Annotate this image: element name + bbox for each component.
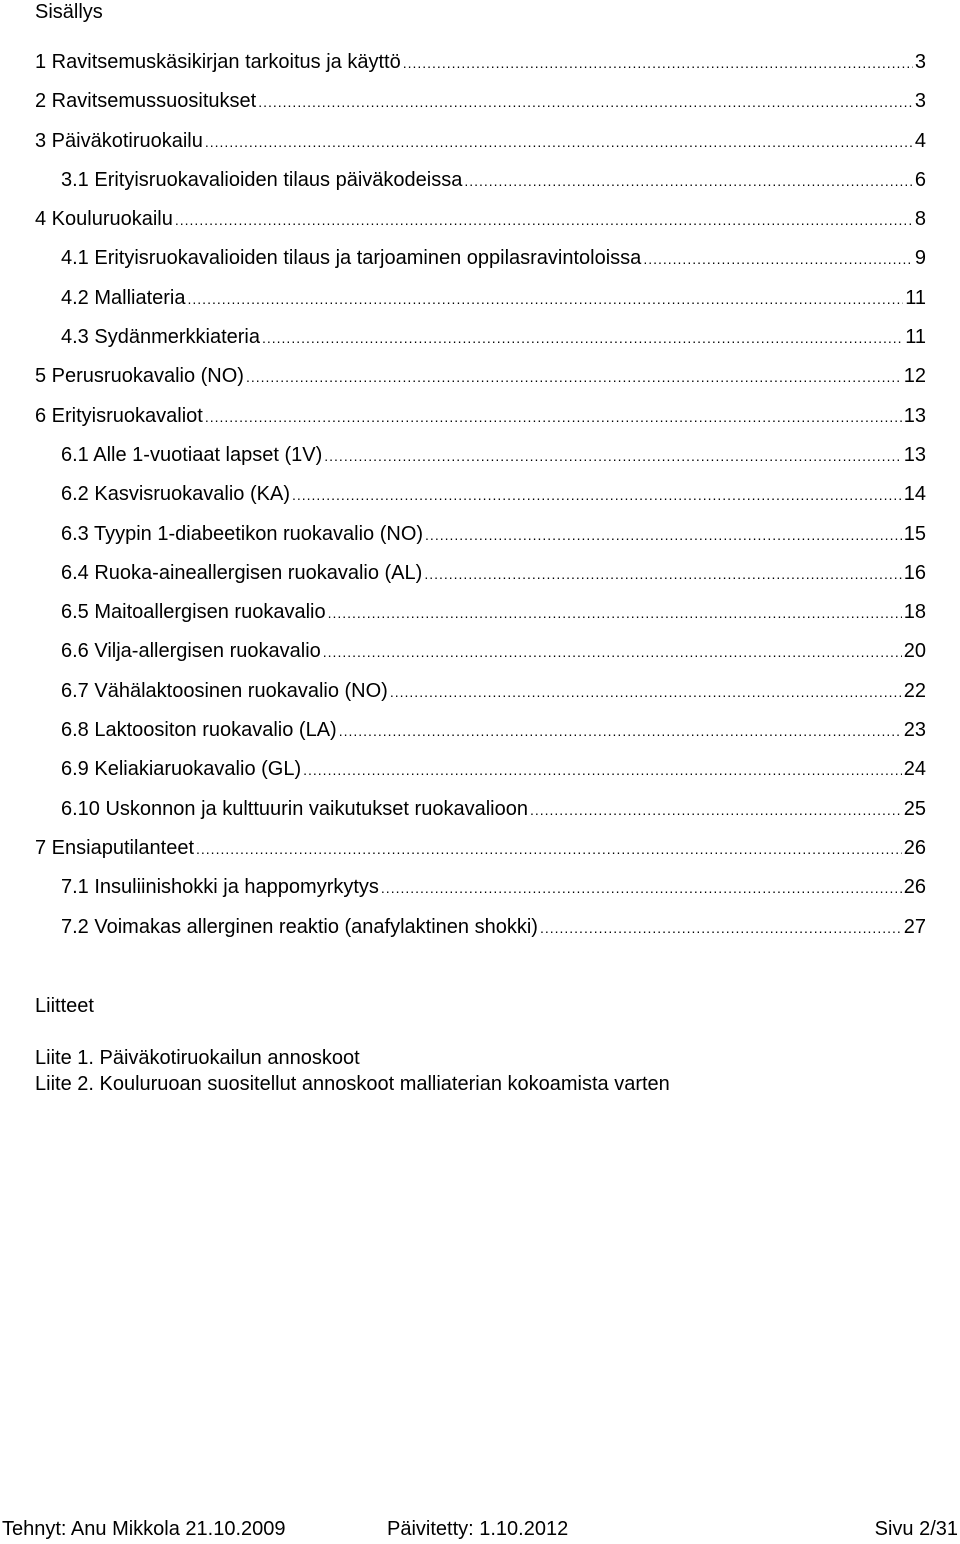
toc-dot-leader bbox=[188, 287, 904, 311]
toc-entry[interactable] bbox=[35, 639, 926, 678]
toc-entry-page: 4 bbox=[914, 129, 926, 152]
toc-entry-page: 24 bbox=[903, 758, 926, 781]
toc-dot-leader bbox=[205, 130, 913, 154]
toc-entry-title: 6.7 Vähälaktoosinen ruokavalio (NO) bbox=[61, 679, 388, 702]
toc-dot-leader bbox=[303, 758, 902, 782]
toc-dot-leader bbox=[324, 444, 901, 468]
toc-dot-leader bbox=[323, 640, 902, 664]
toc-entry-title: 6.8 Laktoositon ruokavalio (LA) bbox=[61, 719, 337, 742]
footer-page-number: Sivu 2/31 bbox=[874, 1518, 958, 1540]
toc-entry-title: 1 Ravitsemuskäsikirjan tarkoitus ja käyttö bbox=[35, 51, 401, 73]
toc-entry-page: 8 bbox=[914, 208, 926, 231]
toc-dot-leader bbox=[403, 51, 913, 75]
toc-entry-title: 2 Ravitsemussuositukset bbox=[35, 90, 257, 113]
toc-entry[interactable] bbox=[35, 600, 926, 639]
table-of-contents bbox=[35, 50, 926, 954]
toc-entry[interactable] bbox=[35, 718, 926, 757]
toc-entry[interactable] bbox=[35, 246, 926, 285]
toc-entry[interactable] bbox=[35, 561, 926, 600]
appendix-item: Liite 1. Päiväkotiruokailun annoskoot bbox=[35, 1047, 360, 1069]
toc-entry-title: 6.2 Kasvisruokavalio (KA) bbox=[61, 483, 290, 506]
toc-entry-page: 9 bbox=[914, 247, 926, 270]
footer-author: Tehnyt: Anu Mikkola 21.10.2009 bbox=[2, 1518, 286, 1540]
toc-entry[interactable] bbox=[35, 875, 926, 914]
toc-entry-page: 26 bbox=[903, 836, 926, 859]
toc-dot-leader bbox=[530, 798, 902, 822]
toc-entry[interactable] bbox=[35, 89, 926, 128]
appendix-heading: Liitteet bbox=[35, 995, 94, 1017]
toc-entry-title: 3 Päiväkotiruokailu bbox=[35, 129, 203, 152]
toc-entry[interactable] bbox=[35, 482, 926, 521]
toc-entry[interactable] bbox=[35, 129, 926, 168]
toc-heading: Sisällys bbox=[35, 1, 103, 23]
toc-entry-title: 6.4 Ruoka-aineallergisen ruokavalio (AL) bbox=[61, 561, 423, 584]
toc-entry[interactable] bbox=[35, 797, 926, 836]
toc-entry[interactable] bbox=[35, 443, 926, 482]
toc-dot-leader bbox=[339, 719, 902, 743]
toc-entry-title: 6 Erityisruokavaliot bbox=[35, 404, 203, 427]
toc-dot-leader bbox=[196, 837, 902, 861]
toc-dot-leader bbox=[464, 169, 913, 193]
toc-entry-page: 26 bbox=[903, 876, 926, 899]
toc-entry-page: 23 bbox=[903, 719, 926, 742]
toc-dot-leader bbox=[643, 247, 913, 271]
toc-entry-page: 13 bbox=[903, 443, 926, 466]
toc-entry-title: 4.3 Sydänmerkkiateria bbox=[61, 326, 260, 349]
toc-entry[interactable] bbox=[35, 757, 926, 796]
toc-entry-title: 3.1 Erityisruokavalioiden tilaus päiväkodeissa bbox=[61, 168, 463, 191]
toc-entry-page: 20 bbox=[903, 640, 926, 663]
toc-entry-title: 6.3 Tyypin 1-diabeetikon ruokavalio (NO) bbox=[61, 522, 424, 545]
toc-dot-leader bbox=[246, 365, 902, 389]
toc-entry-page: 11 bbox=[905, 326, 926, 349]
toc-entry[interactable] bbox=[35, 364, 926, 403]
toc-entry-title: 5 Perusruokavalio (NO) bbox=[35, 365, 244, 388]
toc-entry[interactable] bbox=[35, 168, 926, 207]
toc-dot-leader bbox=[262, 326, 903, 350]
toc-entry-title: 7 Ensiaputilanteet bbox=[35, 836, 195, 859]
toc-entry[interactable] bbox=[35, 50, 926, 89]
toc-entry-page: 25 bbox=[903, 797, 926, 820]
toc-entry[interactable] bbox=[35, 679, 926, 718]
toc-entry-page: 16 bbox=[903, 561, 926, 584]
toc-dot-leader bbox=[258, 90, 913, 114]
appendix-item: Liite 2. Kouluruoan suositellut annoskoot malliaterian kokoamista varten bbox=[35, 1073, 670, 1095]
toc-entry-title: 6.1 Alle 1-vuotiaat lapset (1V) bbox=[61, 443, 323, 466]
toc-entry-title: 6.10 Uskonnon ja kulttuurin vaikutukset ruokavalioon bbox=[61, 797, 528, 820]
toc-dot-leader bbox=[390, 680, 902, 704]
appendix-list bbox=[35, 1045, 670, 1097]
toc-entry-title: 4 Kouluruokailu bbox=[35, 208, 173, 231]
toc-entry[interactable] bbox=[35, 404, 926, 443]
toc-entry-page: 3 bbox=[914, 51, 926, 73]
toc-entry-page: 14 bbox=[903, 483, 926, 506]
toc-entry[interactable] bbox=[35, 836, 926, 875]
toc-entry-page: 18 bbox=[903, 601, 926, 624]
toc-entry-page: 27 bbox=[903, 915, 926, 938]
toc-entry-title: 6.6 Vilja-allergisen ruokavalio bbox=[61, 640, 321, 663]
toc-entry-page: 15 bbox=[903, 522, 926, 545]
toc-entry-title: 6.9 Keliakiaruokavalio (GL) bbox=[61, 758, 302, 781]
toc-entry-page: 11 bbox=[905, 286, 926, 309]
toc-entry-title: 6.5 Maitoallergisen ruokavalio bbox=[61, 601, 326, 624]
toc-dot-leader bbox=[205, 405, 902, 429]
toc-entry-title: 7.2 Voimakas allerginen reaktio (anafylaktinen shokki) bbox=[61, 915, 538, 938]
toc-dot-leader bbox=[381, 876, 902, 900]
toc-entry-page: 13 bbox=[903, 404, 926, 427]
toc-entry-page: 22 bbox=[903, 679, 926, 702]
toc-entry-page: 3 bbox=[914, 90, 926, 113]
toc-dot-leader bbox=[292, 483, 902, 507]
toc-entry-page: 12 bbox=[903, 365, 926, 388]
toc-entry-title: 7.1 Insuliinishokki ja happomyrkytys bbox=[61, 876, 379, 899]
footer-updated: Päivitetty: 1.10.2012 bbox=[387, 1518, 569, 1540]
toc-dot-leader bbox=[425, 523, 902, 547]
toc-entry[interactable] bbox=[35, 325, 926, 364]
toc-dot-leader bbox=[540, 916, 902, 940]
toc-entry-page: 6 bbox=[914, 168, 926, 191]
toc-entry[interactable] bbox=[35, 286, 926, 325]
toc-entry-title: 4.2 Malliateria bbox=[61, 286, 186, 309]
toc-dot-leader bbox=[328, 601, 902, 625]
toc-entry[interactable] bbox=[35, 522, 926, 561]
toc-entry[interactable] bbox=[35, 207, 926, 246]
toc-entry[interactable] bbox=[35, 915, 926, 954]
toc-dot-leader bbox=[175, 208, 913, 232]
toc-dot-leader bbox=[424, 562, 901, 586]
toc-entry-title: 4.1 Erityisruokavalioiden tilaus ja tarjoaminen oppilasravintoloissa bbox=[61, 247, 642, 270]
